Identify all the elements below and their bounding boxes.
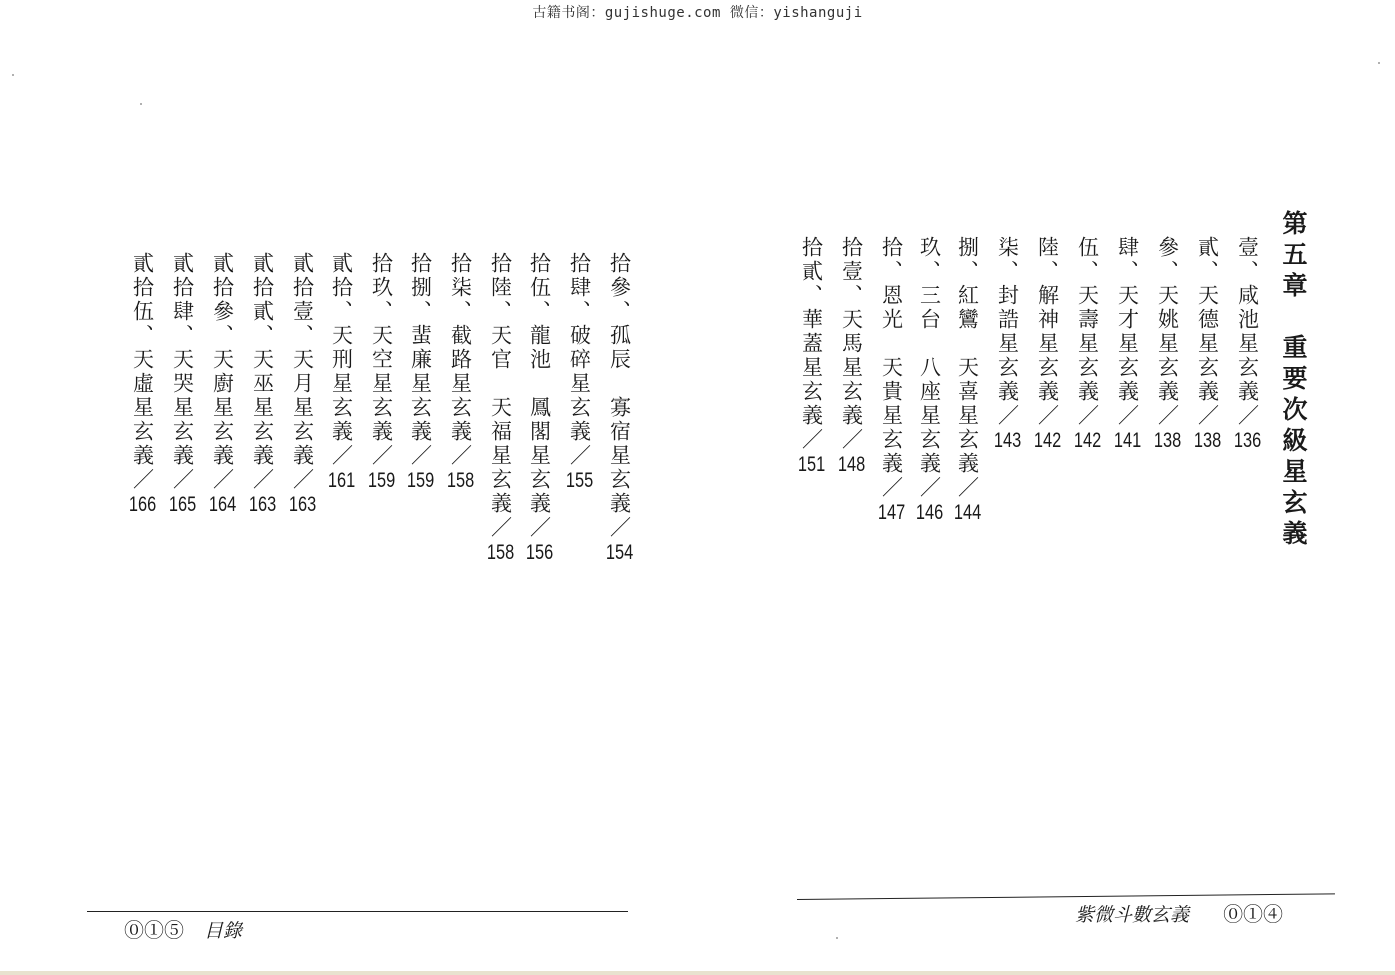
scan-speck — [140, 103, 142, 105]
scan-edge — [0, 971, 1395, 975]
toc-entry-page: 158 — [446, 469, 475, 492]
toc-entry[interactable] — [834, 236, 869, 475]
scan-speck — [12, 74, 14, 76]
toc-entry-page: 141 — [1113, 429, 1142, 452]
toc-entry-text: 貳拾壹、天月星玄義／ — [290, 252, 315, 492]
scan-speck — [836, 937, 838, 939]
toc-entry-text: 拾壹、天馬星玄義／ — [839, 236, 864, 452]
toc-entry-page: 163 — [248, 493, 277, 516]
toc-entry-text: 玖、三台 八座星玄義／ — [917, 236, 942, 500]
toc-entry[interactable] — [522, 252, 557, 563]
toc-entry-text: 伍、天壽星玄義／ — [1075, 236, 1100, 428]
toc-entry-page: 138 — [1153, 429, 1182, 452]
toc-entry-page: 144 — [953, 501, 982, 524]
toc-entry-page: 164 — [208, 493, 237, 516]
toc-entry-text: 參、天姚星玄義／ — [1155, 236, 1180, 428]
toc-entry[interactable] — [483, 252, 518, 563]
toc-entry-text: 貳拾肆、天哭星玄義／ — [170, 252, 195, 492]
toc-entry-text: 貳拾參、天廚星玄義／ — [210, 252, 235, 492]
toc-entry-text: 貳拾、天刑星玄義／ — [329, 252, 354, 468]
toc-entry[interactable] — [1150, 236, 1185, 451]
toc-entry-text: 拾參、孤辰 寡宿星玄義／ — [607, 252, 632, 540]
toc-entry[interactable] — [285, 252, 320, 515]
toc-entry[interactable] — [245, 252, 280, 515]
toc-entry-text: 拾貳、華蓋星玄義／ — [799, 236, 824, 452]
toc-entry[interactable] — [324, 252, 359, 491]
toc-entry-page: 142 — [1033, 429, 1062, 452]
toc-entry-text: 拾柒、截路星玄義／ — [448, 252, 473, 468]
left-footer-rule — [87, 911, 628, 912]
watermark-text: 古籍书阁：gujishuge.com 微信：yishanguji — [532, 5, 863, 21]
toc-entry[interactable] — [1190, 236, 1225, 451]
toc-entry[interactable] — [165, 252, 200, 515]
toc-entry-page: 151 — [797, 453, 826, 476]
toc-entry[interactable] — [1030, 236, 1065, 451]
toc-entry-text: 貳拾貳、天巫星玄義／ — [250, 252, 275, 492]
toc-entry[interactable] — [912, 236, 947, 523]
footer-page-number: ⓪①⑤ — [124, 918, 184, 942]
toc-entry-page: 147 — [877, 501, 906, 524]
toc-entry-text: 貳拾伍、天虛星玄義／ — [130, 252, 155, 492]
toc-entry[interactable] — [403, 252, 438, 491]
toc-entry-page: 143 — [993, 429, 1022, 452]
toc-entry-text: 拾玖、天空星玄義／ — [369, 252, 394, 468]
toc-entry-text: 拾陸、天官 天福星玄義／ — [488, 252, 513, 540]
toc-entry-text: 拾肆、破碎星玄義／ — [567, 252, 592, 468]
toc-entry-text: 拾、恩光 天貴星玄義／ — [879, 236, 904, 500]
toc-entry-page: 159 — [406, 469, 435, 492]
toc-entry-text: 拾捌、蜚廉星玄義／ — [408, 252, 433, 468]
left-footer — [124, 914, 242, 943]
toc-entry[interactable] — [1230, 236, 1265, 451]
toc-entry-page: 148 — [837, 453, 866, 476]
toc-entry[interactable] — [1110, 236, 1145, 451]
toc-entry-page: 155 — [565, 469, 594, 492]
toc-entry-text: 拾伍、龍池 鳳閣星玄義／ — [527, 252, 552, 540]
toc-entry-text: 壹、咸池星玄義／ — [1235, 236, 1260, 428]
toc-entry-page: 154 — [605, 541, 634, 564]
toc-entry[interactable] — [990, 236, 1025, 451]
toc-entry[interactable] — [602, 252, 637, 563]
toc-entry-page: 161 — [327, 469, 356, 492]
toc-entry[interactable] — [364, 252, 399, 491]
toc-entry-page: 136 — [1233, 429, 1262, 452]
toc-entry[interactable] — [1070, 236, 1105, 451]
toc-entry-page: 166 — [128, 493, 157, 516]
toc-entry[interactable] — [125, 252, 160, 515]
toc-entry[interactable] — [562, 252, 597, 491]
toc-entry[interactable] — [443, 252, 478, 491]
toc-entry-page: 159 — [367, 469, 396, 492]
footer-section-title: 目錄 — [204, 920, 243, 942]
toc-entry-page: 138 — [1193, 429, 1222, 452]
toc-entry-text: 捌、紅鸞 天喜星玄義／ — [955, 236, 980, 500]
toc-entry[interactable] — [205, 252, 240, 515]
toc-entry-page: 158 — [486, 541, 515, 564]
chapter-title: 第五章 重要次級星玄義 — [1279, 210, 1308, 551]
toc-entry[interactable] — [874, 236, 909, 523]
toc-entry-text: 肆、天才星玄義／ — [1115, 236, 1140, 428]
toc-entry-page: 165 — [168, 493, 197, 516]
scan-speck — [1378, 62, 1380, 64]
footer-book-title: 紫微斗數玄義 — [1075, 904, 1190, 926]
right-footer — [1075, 898, 1283, 927]
toc-entry-text: 貳、天德星玄義／ — [1195, 236, 1220, 428]
toc-entry-page: 163 — [288, 493, 317, 516]
toc-entry-text: 柒、封誥星玄義／ — [995, 236, 1020, 428]
toc-entry-text: 陸、解神星玄義／ — [1035, 236, 1060, 428]
toc-entry-page: 156 — [525, 541, 554, 564]
toc-entry[interactable] — [794, 236, 829, 475]
footer-page-number: ⓪①④ — [1223, 902, 1284, 926]
toc-entry-page: 142 — [1073, 429, 1102, 452]
toc-entry-page: 146 — [915, 501, 944, 524]
toc-entry[interactable] — [950, 236, 985, 523]
